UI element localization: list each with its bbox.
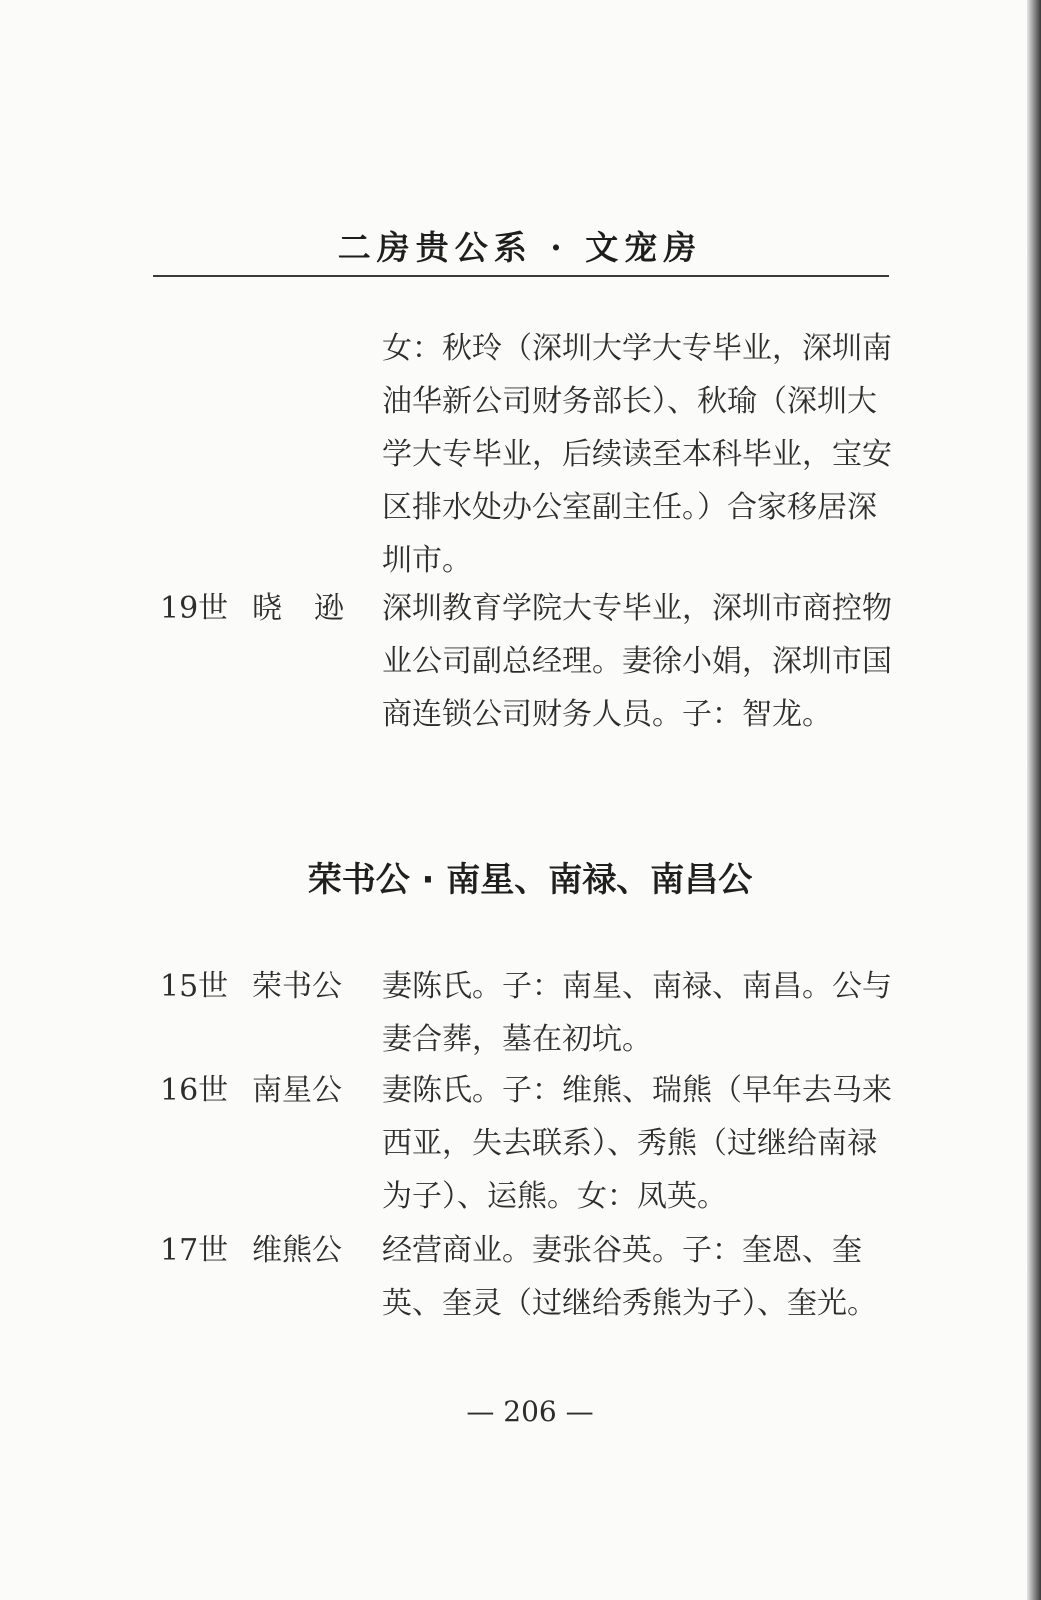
generation-label: 17世 — [160, 1233, 229, 1268]
generation-label: 15世 — [160, 969, 229, 1004]
header-rule — [153, 275, 889, 277]
entry-description: 深圳教育学院大专毕业，深圳市商控物业公司副总经理。妻徐小娟，深圳市国商连锁公司财务人员。子：智龙。 — [382, 591, 892, 732]
person-name: 南星公 — [252, 1073, 342, 1108]
entry-description: 妻陈氏。子：维熊、瑞熊（早年去马来西亚，失去联系）、秀熊（过继给南禄为子）、运熊。女：凤英。 — [382, 1073, 892, 1214]
generation-label: 16世 — [160, 1073, 229, 1108]
entry-description: 经营商业。妻张谷英。子：奎恩、奎英、奎灵（过继给秀熊为子）、奎光。 — [382, 1233, 877, 1321]
person-name: 荣书公 — [252, 969, 342, 1004]
generation-label: 19世 — [160, 591, 229, 626]
entry-description: 妻陈氏。子：南星、南禄、南昌。公与妻合葬，墓在初坑。 — [382, 969, 892, 1057]
section-title: 荣书公 · 南星、南禄、南昌公 — [307, 860, 753, 900]
running-header-title: 二房贵公系 · 文宠房 — [337, 228, 703, 267]
page-edge-shadow — [1027, 0, 1041, 1600]
continuation-paragraph: 女：秋玲（深圳大学大专毕业，深圳南油华新公司财务部长）、秋瑜（深圳大学大专毕业，后续读至本科毕业，宝安区排水处办公室副主任。）合家移居深圳市。 — [382, 331, 892, 578]
person-name: 维熊公 — [252, 1233, 342, 1268]
person-name: 晓逊 — [252, 591, 376, 626]
page-number: — 206 — — [466, 1395, 594, 1428]
